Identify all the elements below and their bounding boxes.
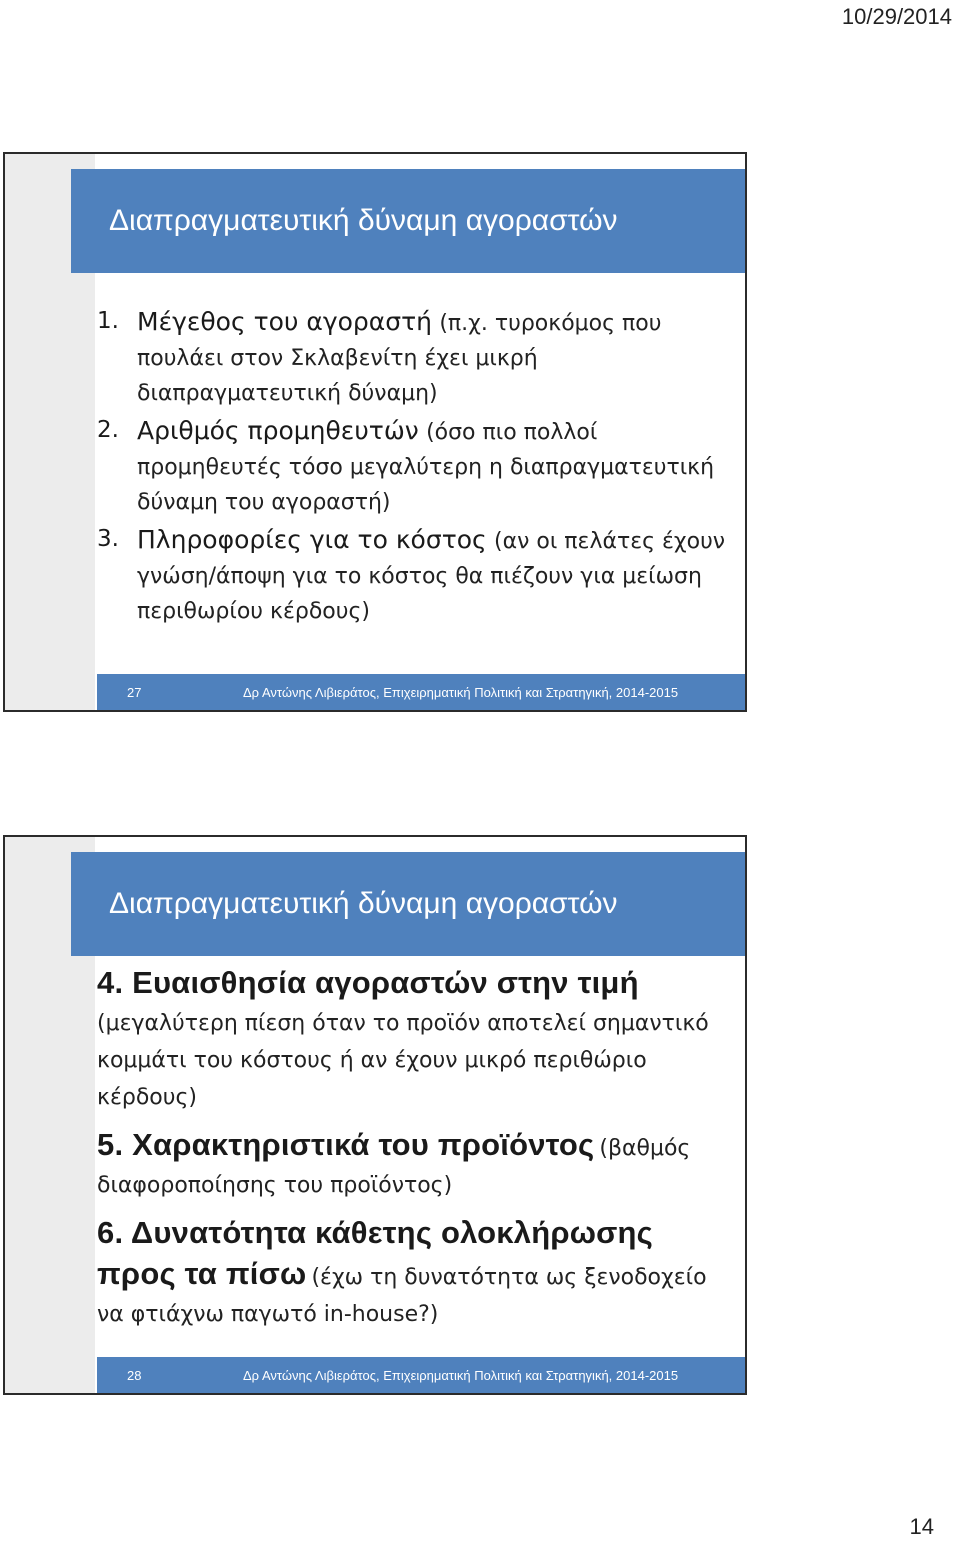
page-date: 10/29/2014 <box>841 4 952 29</box>
point-head: 6. Δυνατότητα κάθετης ολοκλήρωσης προς τα πίσω <box>97 1215 653 1291</box>
list-head: Αριθμός προμηθευτών <box>137 416 419 445</box>
list-head: Πληροφορίες για το κόστος <box>137 525 487 554</box>
list-head: Μέγεθος του αγοραστή <box>137 307 433 336</box>
slide-title-bar <box>71 852 745 956</box>
slide-title-bar <box>71 169 745 273</box>
list-desc: (αν οι πελάτες έχουν γνώση/άποψη για το κόστος θα πιέζουν για μείωση περιθωρίου κέρδους) <box>137 529 726 624</box>
list-item <box>97 1127 739 1205</box>
point-desc: (βαθμός διαφοροποίησης του προϊόντος) <box>97 1136 691 1198</box>
slide-number: 27 <box>127 684 142 700</box>
list-item <box>97 965 739 1117</box>
slide-footer <box>97 1357 745 1393</box>
slide-title: Διαπραγματευτική δύναμη αγοραστών <box>109 204 618 237</box>
slide-content <box>97 965 739 1344</box>
list-number: 3. <box>97 526 119 552</box>
point-desc: (έχω τη δυνατότητα ως ξενοδοχείο να φτιάχνω παγωτό in-house?) <box>97 1265 707 1327</box>
list-text <box>137 522 739 629</box>
list-item <box>97 304 739 411</box>
slide-28 <box>3 835 747 1395</box>
page-number: 14 <box>909 1514 934 1539</box>
slide-27 <box>3 152 747 712</box>
footer-credit: Δρ Αντώνης Λιβιεράτος, Επιχειρηματική Πολιτική και Στρατηγική, 2014-2015 <box>243 684 679 700</box>
list-number: 1. <box>97 308 119 334</box>
slide-number: 28 <box>127 1367 142 1383</box>
list-number: 2. <box>97 417 119 443</box>
slide-footer <box>97 674 745 710</box>
list-desc: (όσο πιο πολλοί προμηθευτές τόσο μεγαλύτερη η διαπραγματευτική δύναμη του αγοραστή) <box>137 420 715 515</box>
slide-content <box>97 304 739 631</box>
list-desc: (π.χ. τυροκόμος που πουλάει στον Σκλαβενίτη έχει μικρή διαπραγματευτική δύναμη) <box>137 311 662 406</box>
point-desc: (μεγαλύτερη πίεση όταν το προϊόν αποτελεί σημαντικό κομμάτι του κόστους ή αν έχουν μικρό περιθώριο κέρδους) <box>97 1011 709 1110</box>
list-item <box>97 413 739 520</box>
list-item <box>97 522 739 629</box>
footer-credit: Δρ Αντώνης Λιβιεράτος, Επιχειρηματική Πολιτική και Στρατηγική, 2014-2015 <box>243 1367 679 1383</box>
point-head: 4. Ευαισθησία αγοραστών στην τιμή <box>97 965 639 1000</box>
list-text <box>137 304 739 411</box>
list-item <box>97 1215 739 1334</box>
slide-title: Διαπραγματευτική δύναμη αγοραστών <box>109 887 618 920</box>
point-head: 5. Χαρακτηριστικά του προϊόντος <box>97 1127 595 1162</box>
list-text <box>137 413 739 520</box>
